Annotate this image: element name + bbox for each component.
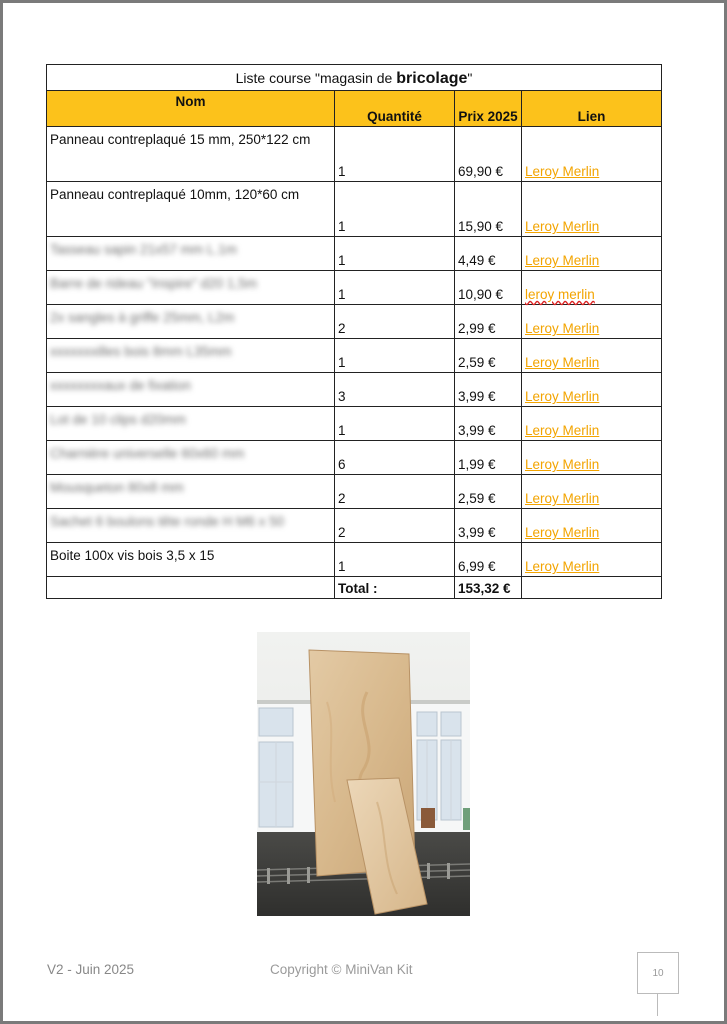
table-row	[47, 127, 662, 182]
plywood-photo	[257, 632, 470, 916]
item-name	[47, 182, 335, 237]
total-value: 153,32 €	[455, 577, 522, 599]
photo-plywood-panels-icon	[257, 632, 470, 916]
total-row	[47, 577, 662, 599]
footer-copyright: Copyright © MiniVan Kit	[270, 962, 413, 977]
item-link[interactable]: Leroy Merlin	[525, 491, 600, 506]
shopping-list-table	[46, 64, 662, 599]
item-price: 3,99 €	[455, 373, 522, 407]
header-name: Nom	[47, 91, 335, 127]
table-row	[47, 339, 662, 373]
table-row	[47, 373, 662, 407]
table-title: Liste course "magasin de bricolage"	[47, 65, 662, 91]
table-row	[47, 543, 662, 577]
item-link[interactable]: Leroy Merlin	[525, 423, 600, 438]
item-quantity: 3	[335, 373, 455, 407]
item-price: 69,90 €	[455, 127, 522, 182]
item-name	[47, 543, 335, 577]
item-name-text: Barre de rideau "Inspire" d20 1,5m	[50, 276, 257, 291]
item-name-text: Boite 100x vis bois 3,5 x 15	[50, 548, 215, 563]
item-name	[47, 237, 335, 271]
item-price: 1,99 €	[455, 441, 522, 475]
table-title-row	[47, 65, 662, 91]
item-price: 2,59 €	[455, 475, 522, 509]
header-price: Prix 2025	[455, 91, 522, 127]
table-row	[47, 441, 662, 475]
item-name-text: Sachet 6 boulons tête ronde H M6 x 50	[50, 514, 285, 529]
table-row	[47, 475, 662, 509]
item-quantity: 1	[335, 543, 455, 577]
total-label: Total :	[335, 577, 455, 599]
item-quantity: 2	[335, 475, 455, 509]
item-name	[47, 475, 335, 509]
item-link[interactable]: leroy merlin	[525, 287, 595, 302]
item-name	[47, 305, 335, 339]
item-name	[47, 373, 335, 407]
item-link[interactable]: Leroy Merlin	[525, 164, 600, 179]
item-quantity: 2	[335, 305, 455, 339]
item-quantity: 1	[335, 127, 455, 182]
item-name	[47, 509, 335, 543]
item-link[interactable]: Leroy Merlin	[525, 457, 600, 472]
item-name-text: Charnière universelle 60x60 mm	[50, 446, 245, 461]
item-link-cell	[522, 373, 662, 407]
item-name	[47, 407, 335, 441]
item-link-cell	[522, 237, 662, 271]
item-price: 3,99 €	[455, 407, 522, 441]
item-link-cell	[522, 182, 662, 237]
item-link[interactable]: Leroy Merlin	[525, 559, 600, 574]
table-row	[47, 271, 662, 305]
table-row	[47, 182, 662, 237]
total-link-empty	[522, 577, 662, 599]
item-price: 4,49 €	[455, 237, 522, 271]
page-number-line	[657, 994, 658, 1016]
item-link-cell	[522, 339, 662, 373]
table-row	[47, 305, 662, 339]
item-price: 2,99 €	[455, 305, 522, 339]
item-name-text: Panneau contreplaqué 15 mm, 250*122 cm	[50, 132, 311, 147]
item-link[interactable]: Leroy Merlin	[525, 525, 600, 540]
item-link[interactable]: Leroy Merlin	[525, 219, 600, 234]
item-link-cell	[522, 441, 662, 475]
item-name-text: xxxxxxxilles bois 8mm L35mm	[50, 344, 232, 359]
item-link[interactable]: Leroy Merlin	[525, 355, 600, 370]
item-name-text: Lot de 10 clips d20mm	[50, 412, 186, 427]
item-name	[47, 271, 335, 305]
item-name-text: Panneau contreplaqué 10mm, 120*60 cm	[50, 187, 300, 202]
item-name-text: xxxxxxxxaux de fixation	[50, 378, 192, 393]
table-header-row	[47, 91, 662, 127]
item-link-cell	[522, 271, 662, 305]
table-row	[47, 237, 662, 271]
item-quantity: 1	[335, 237, 455, 271]
item-quantity: 1	[335, 182, 455, 237]
table-row	[47, 509, 662, 543]
item-quantity: 6	[335, 441, 455, 475]
item-price: 10,90 €	[455, 271, 522, 305]
item-name-text: Tasseau sapin 21x57 mm L.1m	[50, 242, 237, 257]
item-link[interactable]: Leroy Merlin	[525, 253, 600, 268]
page-number: 10	[637, 952, 679, 994]
item-link-cell	[522, 305, 662, 339]
item-name	[47, 441, 335, 475]
footer-version: V2 - Juin 2025	[47, 962, 135, 977]
item-quantity: 1	[335, 339, 455, 373]
header-link: Lien	[522, 91, 662, 127]
item-link[interactable]: Leroy Merlin	[525, 321, 600, 336]
item-link-cell	[522, 407, 662, 441]
item-quantity: 2	[335, 509, 455, 543]
item-link-cell	[522, 475, 662, 509]
item-link-cell	[522, 543, 662, 577]
item-name-text: 2x sangles à griffe 25mm, L2m	[50, 310, 235, 325]
total-empty-cell	[47, 577, 335, 599]
item-name-text: Mousqueton 80x8 mm	[50, 480, 184, 495]
item-link-cell	[522, 509, 662, 543]
item-price: 15,90 €	[455, 182, 522, 237]
item-quantity: 1	[335, 271, 455, 305]
item-quantity: 1	[335, 407, 455, 441]
item-name	[47, 339, 335, 373]
item-price: 3,99 €	[455, 509, 522, 543]
item-name	[47, 127, 335, 182]
item-link-cell	[522, 127, 662, 182]
item-link[interactable]: Leroy Merlin	[525, 389, 600, 404]
table-row	[47, 407, 662, 441]
header-quantity: Quantité	[335, 91, 455, 127]
item-price: 6,99 €	[455, 543, 522, 577]
item-price: 2,59 €	[455, 339, 522, 373]
